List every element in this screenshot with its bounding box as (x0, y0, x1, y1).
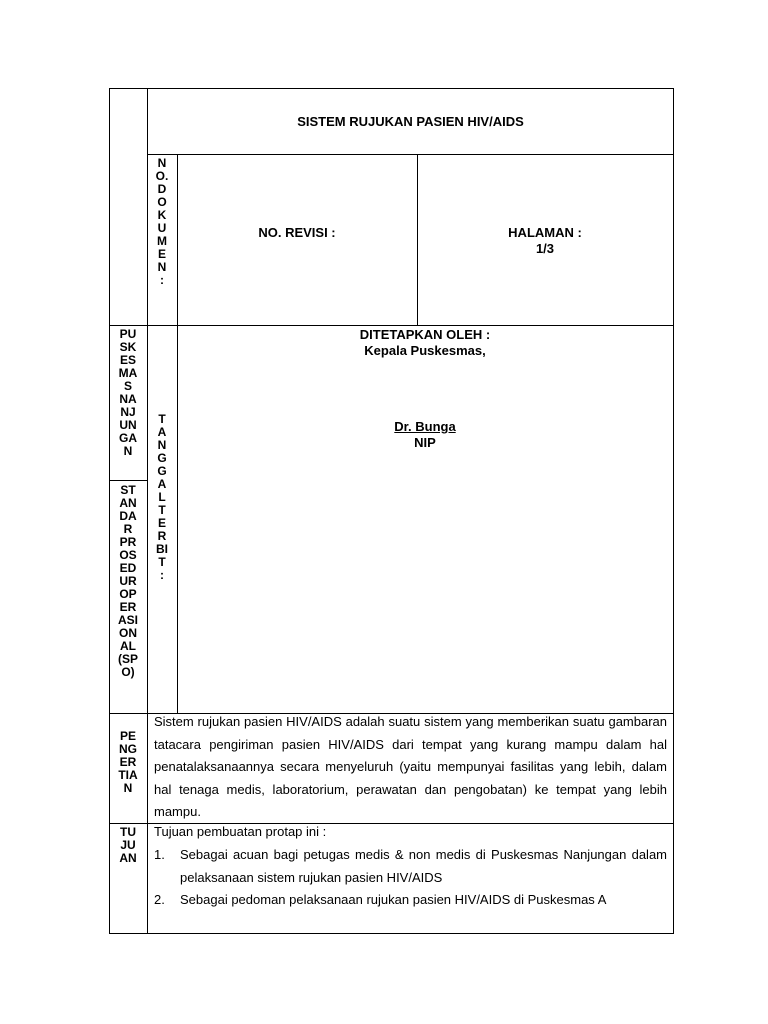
signer-nip: NIP (414, 435, 436, 450)
halaman-value: 1/3 (535, 241, 555, 256)
label-fragment: AN (119, 496, 137, 510)
list-item-number: 1. (154, 847, 165, 862)
label-fragment: TIA (118, 768, 138, 782)
label-fragment: : (160, 273, 164, 287)
label-fragment: ASI (117, 613, 138, 627)
signer-name: Dr. Bunga (394, 419, 456, 434)
tujuan-intro: Tujuan pembuatan protap ini : (154, 824, 327, 839)
label-fragment: BI (156, 542, 168, 556)
label-fragment: UN (119, 418, 137, 432)
kepala-puskesmas: Kepala Puskesmas, (364, 343, 486, 358)
label-fragment: : (160, 568, 164, 582)
halaman-label: HALAMAN : (508, 225, 582, 240)
label-fragment: NJ (120, 405, 136, 419)
pengertian-label (109, 730, 147, 795)
puskesmas-label (109, 328, 147, 458)
label-fragment: O (157, 195, 167, 209)
label-fragment: OP (119, 587, 137, 601)
label-fragment: M (157, 234, 167, 248)
label-fragment: N (123, 781, 133, 795)
label-fragment: PE (119, 729, 136, 743)
tujuan-label (109, 826, 147, 865)
list-item (154, 844, 667, 889)
label-fragment: NA (119, 392, 137, 406)
label-fragment: R (123, 522, 133, 536)
label-fragment: MA (118, 366, 138, 380)
document-title: SISTEM RUJUKAN PASIEN HIV/AIDS (297, 114, 524, 129)
label-fragment: T (158, 412, 166, 426)
label-fragment: AL (120, 639, 136, 653)
pengertian-text: Sistem rujukan pasien HIV/AIDS adalah suatu sistem yang memberikan suatu gambaran tatacara pengiriman pasien HIV/AIDS dari tempat yang kurang mampu dalam hal penatalaksanaannya secara menyeluruh (yaitu mempunyai fasilitas yang lebih, dalam hal tenaga medis, laboratorium, perawatan dan pengobatan) ke tempat yang lebih mampu. (154, 714, 667, 819)
label-fragment: NG (119, 742, 137, 756)
signer-block (177, 419, 673, 451)
label-fragment: GA (119, 431, 137, 445)
label-fragment: ON (119, 626, 137, 640)
label-fragment: S (123, 379, 132, 393)
label-fragment: AN (119, 851, 137, 865)
no-dokumen-label (147, 157, 177, 287)
list-item (154, 889, 667, 912)
label-fragment: OS (119, 548, 137, 562)
label-fragment: T (158, 555, 166, 569)
spo-label (109, 484, 147, 679)
label-fragment: N (157, 156, 167, 170)
label-fragment: DA (119, 509, 137, 523)
label-fragment: G (157, 451, 167, 465)
list-item-text: Sebagai acuan bagi petugas medis & non medis di Puskesmas Nanjungan dalam pelaksanaan sistem rujukan pasien HIV/AIDS (180, 847, 667, 885)
label-fragment: O. (155, 169, 169, 183)
label-fragment: TU (120, 825, 136, 839)
label-fragment: (SP (117, 652, 138, 666)
label-fragment: D (157, 182, 167, 196)
label-fragment: ER (119, 755, 137, 769)
label-fragment: ST (120, 483, 136, 497)
label-fragment: PU (119, 327, 137, 341)
label-fragment: JU (120, 838, 136, 852)
label-fragment: G (157, 464, 167, 478)
list-item-text: Sebagai pedoman pelaksanaan rujukan pasien HIV/AIDS di Puskesmas A (180, 892, 607, 907)
halaman-box (417, 225, 673, 257)
tanggal-terbit-label (147, 413, 177, 582)
label-fragment: L (158, 490, 166, 504)
label-fragment: N (157, 260, 167, 274)
label-fragment: ER (119, 600, 137, 614)
label-fragment: N (157, 438, 167, 452)
label-fragment: K (157, 208, 167, 222)
no-revisi-label: NO. REVISI : (258, 225, 336, 240)
label-fragment: T (158, 503, 166, 517)
label-fragment: A (157, 425, 167, 439)
label-fragment: ED (119, 561, 137, 575)
label-fragment: U (157, 221, 167, 235)
label-fragment: E (157, 516, 166, 530)
ditetapkan-oleh: DITETAPKAN OLEH : (359, 327, 491, 342)
label-fragment: UR (119, 574, 137, 588)
label-fragment: O) (121, 665, 135, 679)
label-fragment: R (157, 529, 167, 543)
list-item-number: 2. (154, 892, 165, 907)
tujuan-list (154, 844, 667, 912)
label-fragment: N (123, 444, 133, 458)
label-fragment: ES (119, 353, 136, 367)
ditetapkan-block (177, 327, 673, 359)
label-fragment: E (157, 247, 166, 261)
label-fragment: A (157, 477, 167, 491)
label-fragment: SK (119, 340, 137, 354)
label-fragment: PR (119, 535, 137, 549)
